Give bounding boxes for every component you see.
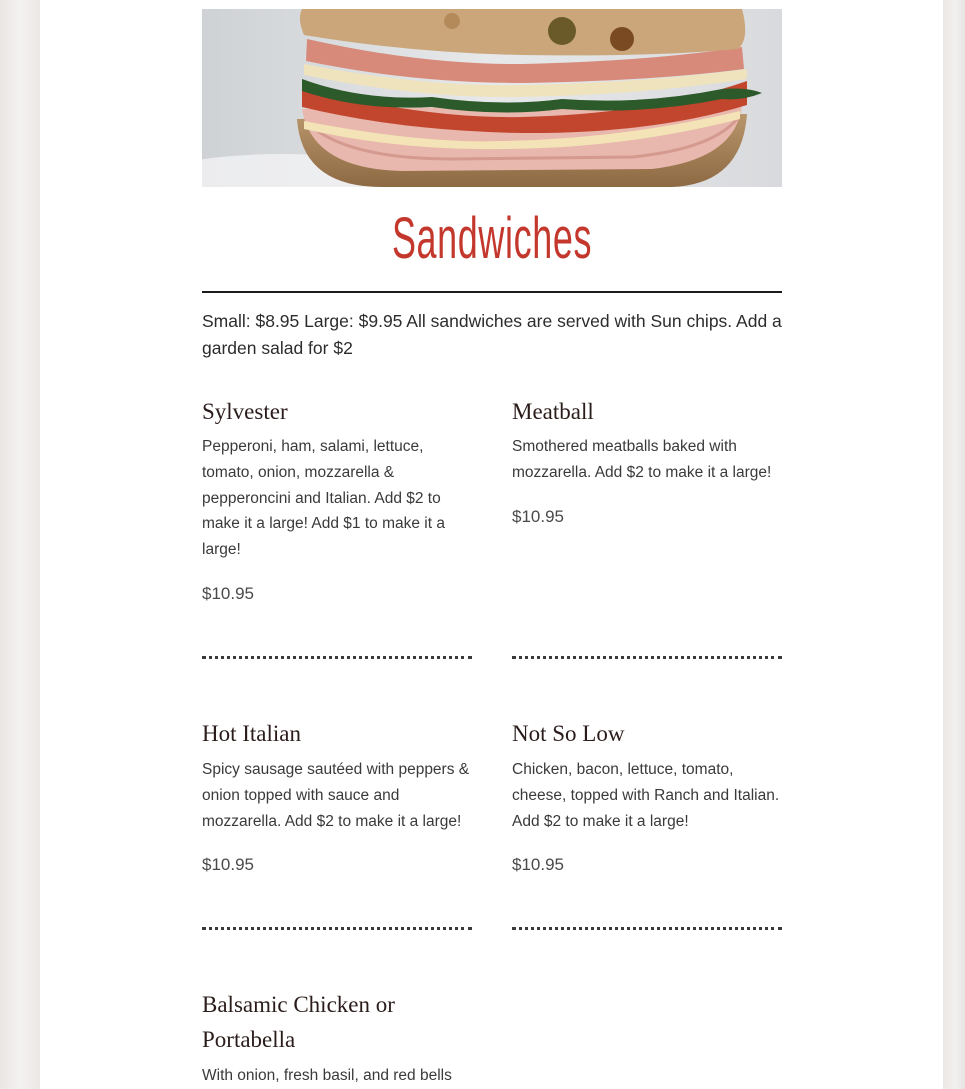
item-separator bbox=[202, 655, 472, 659]
menu-item bbox=[202, 716, 472, 876]
menu-item-price: $10.95 bbox=[202, 583, 254, 603]
section-title: Sandwiches bbox=[391, 206, 593, 271]
menu-item-price: $10.95 bbox=[512, 855, 564, 875]
menu-item bbox=[512, 394, 782, 528]
section-intro: Small: $8.95 Large: $9.95 All sandwiches are served with Sun chips. Add a garden salad for $2 bbox=[202, 311, 782, 358]
menu-item-description: Spicy sausage sautéed with peppers & onion topped with sauce and mozzarella. Add $2 to make it a large! bbox=[202, 761, 470, 830]
menu-item-description: Smothered meatballs baked with mozzarella. Add $2 to make it a large! bbox=[512, 438, 772, 481]
menu-item-name: Sylvester bbox=[202, 399, 288, 424]
item-separator bbox=[512, 655, 782, 659]
menu-item-name: Not So Low bbox=[512, 721, 625, 746]
sandwich-hero-image bbox=[202, 9, 782, 187]
menu-item bbox=[202, 987, 452, 1089]
menu-item-description: Pepperoni, ham, salami, lettuce, tomato, onion, mozzarella & pepperoncini and Italian. Add $2 to make it a large! Add $1 to make it a large! bbox=[202, 438, 445, 559]
item-separator bbox=[202, 926, 472, 930]
menu-item bbox=[512, 716, 782, 876]
menu-item bbox=[202, 394, 472, 605]
section-divider bbox=[202, 291, 782, 293]
menu-item-price: $10.95 bbox=[512, 506, 564, 526]
menu-item-description: With onion, fresh basil, and red bells bbox=[202, 1067, 452, 1084]
menu-item-name: Balsamic Chicken or Portabella bbox=[202, 992, 395, 1052]
item-separator bbox=[512, 926, 782, 930]
menu-item-price: $10.95 bbox=[202, 855, 254, 875]
menu-item-description: Chicken, bacon, lettuce, tomato, cheese, topped with Ranch and Italian. Add $2 to make it a large! bbox=[512, 761, 780, 830]
menu-item-name: Hot Italian bbox=[202, 721, 301, 746]
menu-item-name: Meatball bbox=[512, 399, 594, 424]
menu-page bbox=[40, 0, 943, 1084]
